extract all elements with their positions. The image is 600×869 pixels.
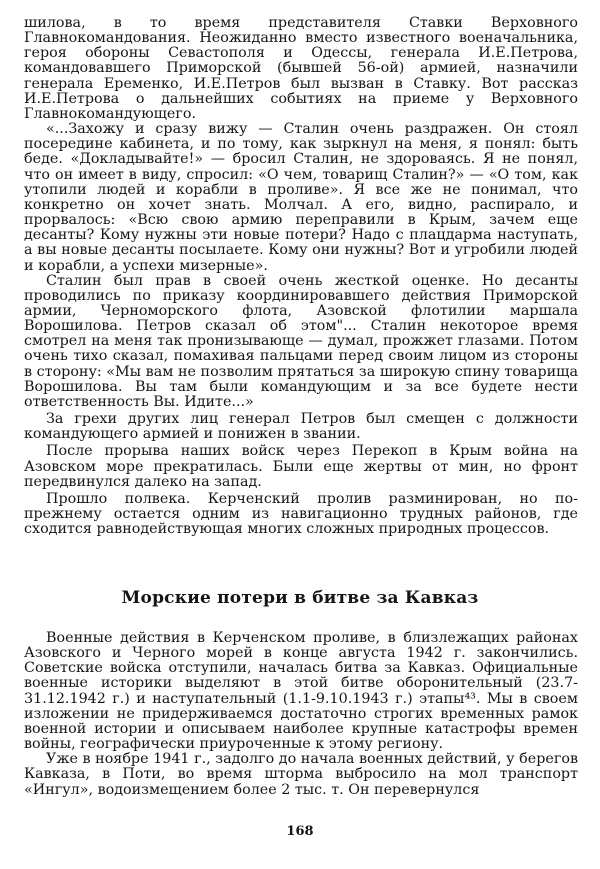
- paragraph: За грехи других лиц генерал Петров был смещен с должности командующего армией и понижен в звании.: [24, 411, 578, 443]
- paragraph: Военные действия в Керченском проливе, в близлежащих районах Азовского и Черного морей в конце августа 1942 г. закончились. Советские войска отступили, началась битва за Кавказ. Официальные военные историки выделяют в этой битве оборонительный (23.7-31.12.1942 г.) и наступательный (1.1-9.10.1943 г.) этапы⁴³. Мы в своем изложении не придерживаемся достаточно строгих временных рамок военной истории и описываем наиболее крупные катастрофы времен войны, географически приуроченные к этому региону.: [24, 630, 578, 753]
- paragraph: Прошло полвека. Керченский пролив разминирован, но по-прежнему остается одним из навигационно трудных районов, где сходится равнодействующая многих сложных природных процессов.: [24, 490, 578, 538]
- paragraph: Сталин был прав в своей очень жесткой оценке. Но десанты проводились по приказу координировавшего действия Приморской армии, Черноморского флота, Азовской флотилии маршала Ворошилова. Петров сказал об этом"... Сталин некоторое время смотрел на меня так пронизывающе — думал, прожжет глазами. Потом очень тихо сказал, помахивая пальцами перед своим лицом из стороны в сторону: «Мы вам не позволим прятаться за широкую спину товарища Ворошилова. Вы там были командующим и за все будете нести ответственность Вы. Идите...»: [24, 272, 578, 410]
- paragraph-quote: «...Захожу и сразу вижу — Сталин очень раздражен. Он стоял посередине кабинета, и по тому, как зыркнул на меня, я понял: быть беде. «Докладывайте!» — бросил Сталин, не здороваясь. Я не понял, что он имеет в виду, спросил: «О чем, товарищ Сталин?» — «О том, как утопили людей и корабли в проливе». Я все же не понимал, что конкретно он хочет знать. Молчал. А его, видно, распирало, и прорвалось: «Всю свою армию переправили в Крым, зачем еще десанты? Кому нужны эти новые потери? Надо с плацдарма наступать, а вы новые десанты посылаете. Кому они нужны? Вот и угробили людей и корабли, а успехи мизерные».: [24, 121, 578, 274]
- section-text-block: [24, 631, 578, 798]
- page-number: 168: [286, 824, 314, 839]
- main-text-block: [24, 16, 578, 537]
- paragraph-continued: шилова, в то время представителя Ставки Верховного Главнокомандования. Неожиданно вместо известного военачальника, героя обороны Севастополя и Одессы, генерала И.Е.Петрова, командовавшего Приморской (бывшей 56-ой) армией, назначили генерала Еременко, И.Е.Петров был вызван в Ставку. Вот рассказ И.Е.Петрова о дальнейших событиях на приеме у Верховного Главнокомандующего.: [24, 15, 578, 122]
- section-heading: Морские потери в битве за Кавказ: [121, 588, 479, 608]
- paragraph: Уже в ноябре 1941 г., задолго до начала военных действий, у берегов Кавказа, в Поти, во время шторма выбросило на мол транспорт «Ингул», водоизмещением более 2 тыс. т. Он перевернулся: [24, 751, 578, 798]
- paragraph: После прорыва наших войск через Перекоп в Крым война на Азовском море прекратилась. Были еще жертвы от мин, но фронт передвинулся далеко на запад.: [24, 443, 578, 490]
